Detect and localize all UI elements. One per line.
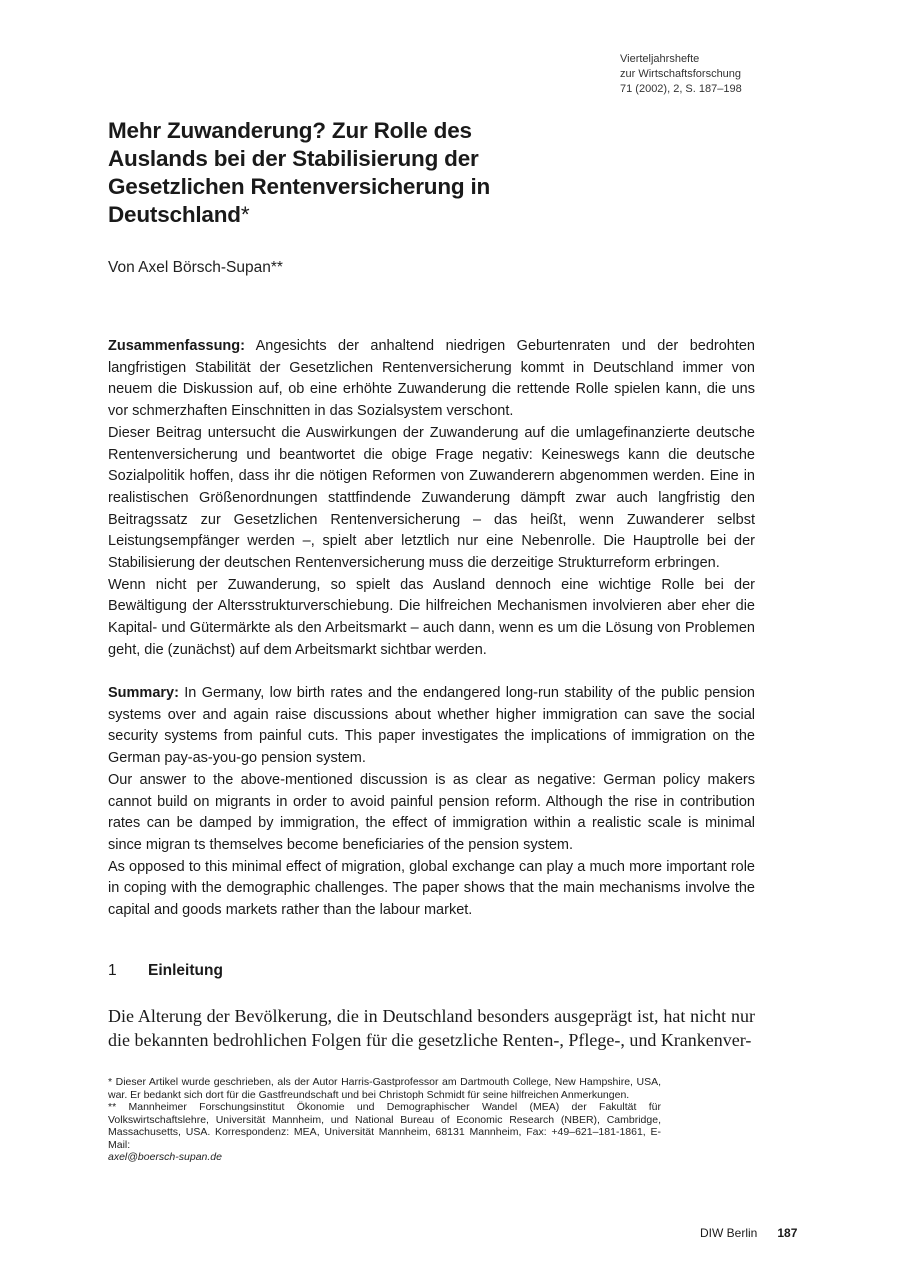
footnote-1: * Dieser Artikel wurde geschrieben, als der Autor Harris-Gastprofessor am Dartmouth College, New Hampshire, USA, war. Er bedankt sich dort für die Gastfreundschaft und bei Christoph Schmidt für seine hilfreichen Anmerkungen.: [108, 1076, 661, 1101]
abstract-german-p1: [108, 336, 755, 423]
abstract-english: [108, 683, 755, 922]
abstract-english-p3: As opposed to this minimal effect of migration, global exchange can play a much more important role in coping with the demographic challenges. The paper shows that the main mechanisms involve the capital and goods markets rather than the labour market.: [108, 858, 755, 919]
footnote-2: [108, 1101, 661, 1164]
abstract-english-p2: Our answer to the above-mentioned discussion is as clear as negative: German policy makers cannot build on migrants in order to avoid painful pension reform. Although the rise in contribution rates can be damped by immigration, the effect of immigration within a realistic scale is minimal since migran ts themselves become beneficiaries of the pension system.: [108, 771, 755, 853]
body-paragraph: Die Alterung der Bevölkerung, die in Deutschland besonders ausgeprägt ist, hat nicht nur die bekannten bedrohlichen Folgen für die gesetzliche Renten-, Pflege-, und Krankenver-: [108, 1006, 755, 1050]
abstract-german: [108, 336, 755, 662]
journal-volume: 71 (2002), 2, S. 187–198: [620, 83, 742, 95]
abstract-german-p1-text: Angesichts der anhaltend niedrigen Geburtenraten und der bedrohten langfristigen Stabilität der Gesetzlichen Rentenversicherung kommt in Deutschland immer von neuem die Diskussion auf, ob eine erhöhte Zuwanderung die rettende Rolle spielen kann, die uns vor schmerzhaften Einschnitten in das Sozialsystem verschont.: [108, 338, 755, 420]
publisher-name: DIW Berlin: [700, 1226, 758, 1240]
article-title-text: Mehr Zuwanderung? Zur Rolle des Auslands bei der Stabilisierung der Gesetzlichen Rentenversicherung in Deutschland: [108, 118, 491, 227]
journal-name-line1: Vierteljahrshefte: [620, 53, 700, 65]
author-byline: Von Axel Börsch-Supan**: [108, 259, 283, 276]
abstract-english-label: Summary:: [108, 685, 179, 701]
section-heading: [108, 962, 223, 980]
article-title: [108, 117, 568, 229]
abstract-english-p1-text: In Germany, low birth rates and the endangered long-run stability of the public pension systems over and again raise discussions about whether higher immigration can save the social security systems from painful cuts. This paper investigates the implications of immigration on the German pay-as-you-go pension system.: [108, 685, 755, 767]
footnotes: [108, 1076, 661, 1164]
abstract-german-p3: Wenn nicht per Zuwanderung, so spielt das Ausland dennoch eine wichtige Rolle bei der Bewältigung der Altersstrukturverschiebung. Die hilfreichen Mechanismen involvieren aber eher die Kapital- und Gütermärkte als den Arbeitsmarkt – auch dann, wenn es um die Lösung von Problemen geht, die (zunächst) auf dem Arbeitsmarkt sichtbar werden.: [108, 576, 755, 658]
abstract-german-p2: Dieser Beitrag untersucht die Auswirkungen der Zuwanderung auf die umlagefinanzierte deutsche Rentenversicherung und beantwortet die obige Frage negativ: Keineswegs kann die deutsche Sozialpolitik hoffen, dass ihr die nötigen Reformen von Zuwanderern abgenommen werden. Eine in realistischen Größenordnungen stattfindende Zuwanderung dämpft zwar auch langfristig den Beitragssatz zur Gesetzlichen Rentenversicherung – das heißt, wenn Zuwanderer selbst Leistungsempfänger werden –, spielt aber letztlich nur eine Nebenrolle. Die Hauptrolle bei der Stabilisierung der deutschen Rentenversicherung muss die derzeitige Strukturreform erbringen.: [108, 424, 755, 572]
footnote-2-text: ** Mannheimer Forschungsinstitut Ökonomie und Demographischer Wandel (MEA) der Fakultät für Volkswirtschaftslehre, Universität Mannheim, und National Bureau of Economic Research (NBER), Cambridge, Massachusetts, USA. Korrespondenz: MEA, Universität Mannheim, 68131 Mannheim, Fax: +49–621–181-1861, E-Mail:: [108, 1101, 661, 1151]
footnote-email: axel@boersch-supan.de: [108, 1151, 222, 1163]
page-number: 187: [777, 1226, 798, 1240]
page-footer: [700, 1226, 797, 1240]
title-footnote-mark: *: [240, 202, 250, 227]
abstract-german-label: Zusammenfassung:: [108, 338, 245, 354]
journal-name-line2: zur Wirtschaftsforschung: [620, 68, 742, 80]
section-number: 1: [108, 962, 117, 979]
section-title: Einleitung: [148, 962, 223, 979]
abstract-english-p1: [108, 683, 755, 770]
journal-reference: [620, 52, 742, 97]
